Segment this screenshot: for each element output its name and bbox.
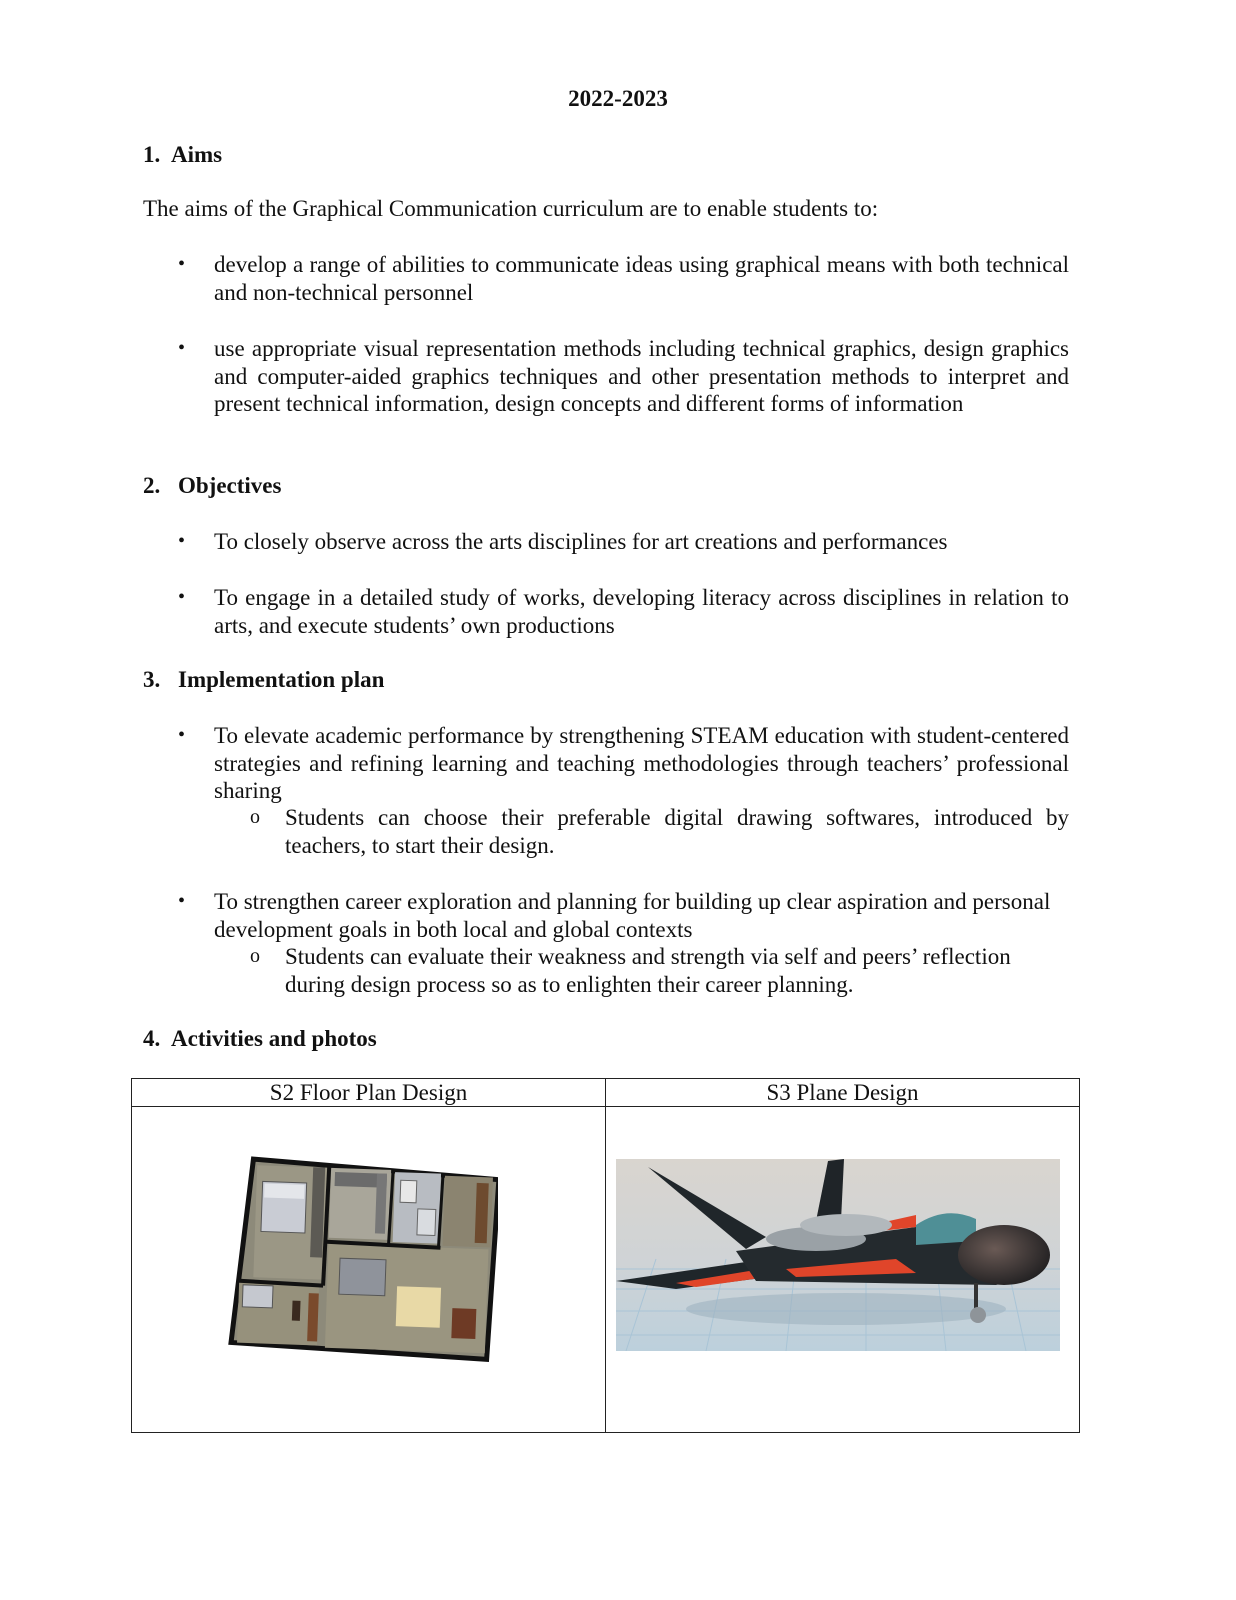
implementation-title: Implementation plan <box>178 667 385 692</box>
plane-design-image <box>616 1159 1060 1351</box>
activities-photo-table <box>131 1078 1080 1433</box>
implementation-number: 3. <box>143 667 161 692</box>
aims-bullet: • use appropriate visual representation methods including technical graphics, design graphics and computer-aided graphics techniques and other presentation methods to interpret and present technical information, design concepts and different forms of information <box>214 335 1069 418</box>
column-header-plane: S3 Plane Design <box>606 1079 1080 1107</box>
implementation-bullet: • To elevate academic performance by strengthening STEAM education with student-centered strategies and refining learning and teaching methodologies through teachers’ professional sharing <box>214 722 1069 805</box>
implementation-sub-bullet: o Students can choose their preferable digital drawing softwares, introduced by teachers, to start their design. <box>285 804 1069 859</box>
implementation-bullet: • To strengthen career exploration and planning for building up clear aspiration and personal development goals in both local and global contexts <box>214 888 1069 943</box>
implementation-sub-bullet: o Students can evaluate their weakness and strength via self and peers’ reflection during design process so as to enlighten their career planning. <box>285 943 1069 998</box>
aims-bullet: • develop a range of abilities to communicate ideas using graphical means with both technical and non-technical personnel <box>214 251 1069 306</box>
aims-title: Aims <box>171 142 223 167</box>
objectives-heading <box>143 473 281 499</box>
document-year: 2022-2023 <box>568 86 668 111</box>
floor-plan-photo-cell <box>132 1107 606 1433</box>
column-header-floor-plan: S2 Floor Plan Design <box>132 1079 606 1107</box>
objectives-bullet: • To engage in a detailed study of works, developing literacy across disciplines in relation to arts, and execute students’ own productions <box>214 584 1069 639</box>
aims-number: 1. <box>143 142 161 167</box>
objectives-bullet: • To closely observe across the arts disciplines for art creations and performances <box>214 528 1069 556</box>
objectives-title: Objectives <box>178 473 282 498</box>
activities-heading <box>143 1026 377 1052</box>
aims-intro: The aims of the Graphical Communication curriculum are to enable students to: <box>143 196 879 221</box>
plane-photo-cell <box>606 1107 1080 1433</box>
objectives-number: 2. <box>143 473 161 498</box>
activities-title: Activities and photos <box>171 1026 377 1051</box>
aims-heading <box>143 142 222 168</box>
implementation-heading <box>143 667 384 693</box>
activities-number: 4. <box>143 1026 161 1051</box>
floor-plan-image <box>228 1155 498 1365</box>
